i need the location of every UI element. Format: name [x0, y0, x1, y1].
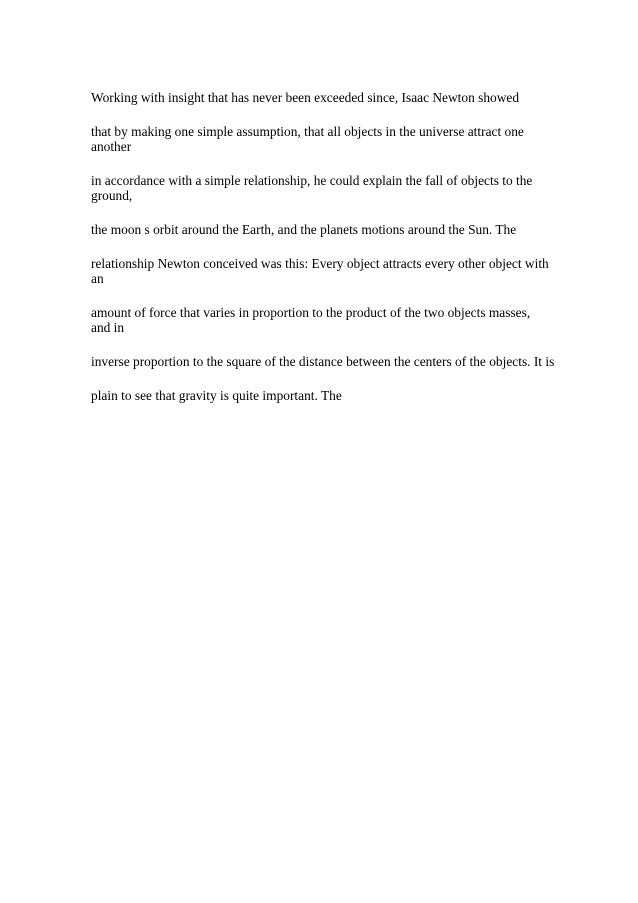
paragraph-line: and in: [91, 320, 125, 335]
paragraph-line: plain to see that gravity is quite important. The: [91, 388, 342, 403]
paragraph-line: an: [91, 271, 104, 286]
paragraph-2: [91, 124, 577, 154]
paragraph-1: [91, 90, 577, 105]
paragraph-4: [91, 222, 577, 237]
paragraph-line: ground,: [91, 188, 133, 203]
paragraph-3: [91, 173, 577, 203]
paragraph-line: the moon s orbit around the Earth, and the planets motions around the Sun. The: [91, 222, 517, 237]
paragraph-line: relationship Newton conceived was this: Every object attracts every other object with: [91, 256, 549, 271]
paragraph-7: [91, 354, 577, 369]
paragraph-line: in accordance with a simple relationship, he could explain the fall of objects to the: [91, 173, 533, 188]
document-body: [91, 90, 577, 422]
paragraph-line: inverse proportion to the square of the distance between the centers of the objects. It is: [91, 354, 555, 369]
paragraph-line: that by making one simple assumption, that all objects in the universe attract one: [91, 124, 524, 139]
paragraph-6: [91, 305, 577, 335]
paragraph-line: another: [91, 139, 132, 154]
paragraph-8: [91, 388, 577, 403]
paragraph-line: amount of force that varies in proportion to the product of the two objects masses,: [91, 305, 531, 320]
paragraph-line: Working with insight that has never been exceeded since, Isaac Newton showed: [91, 90, 520, 105]
paragraph-5: [91, 256, 577, 286]
